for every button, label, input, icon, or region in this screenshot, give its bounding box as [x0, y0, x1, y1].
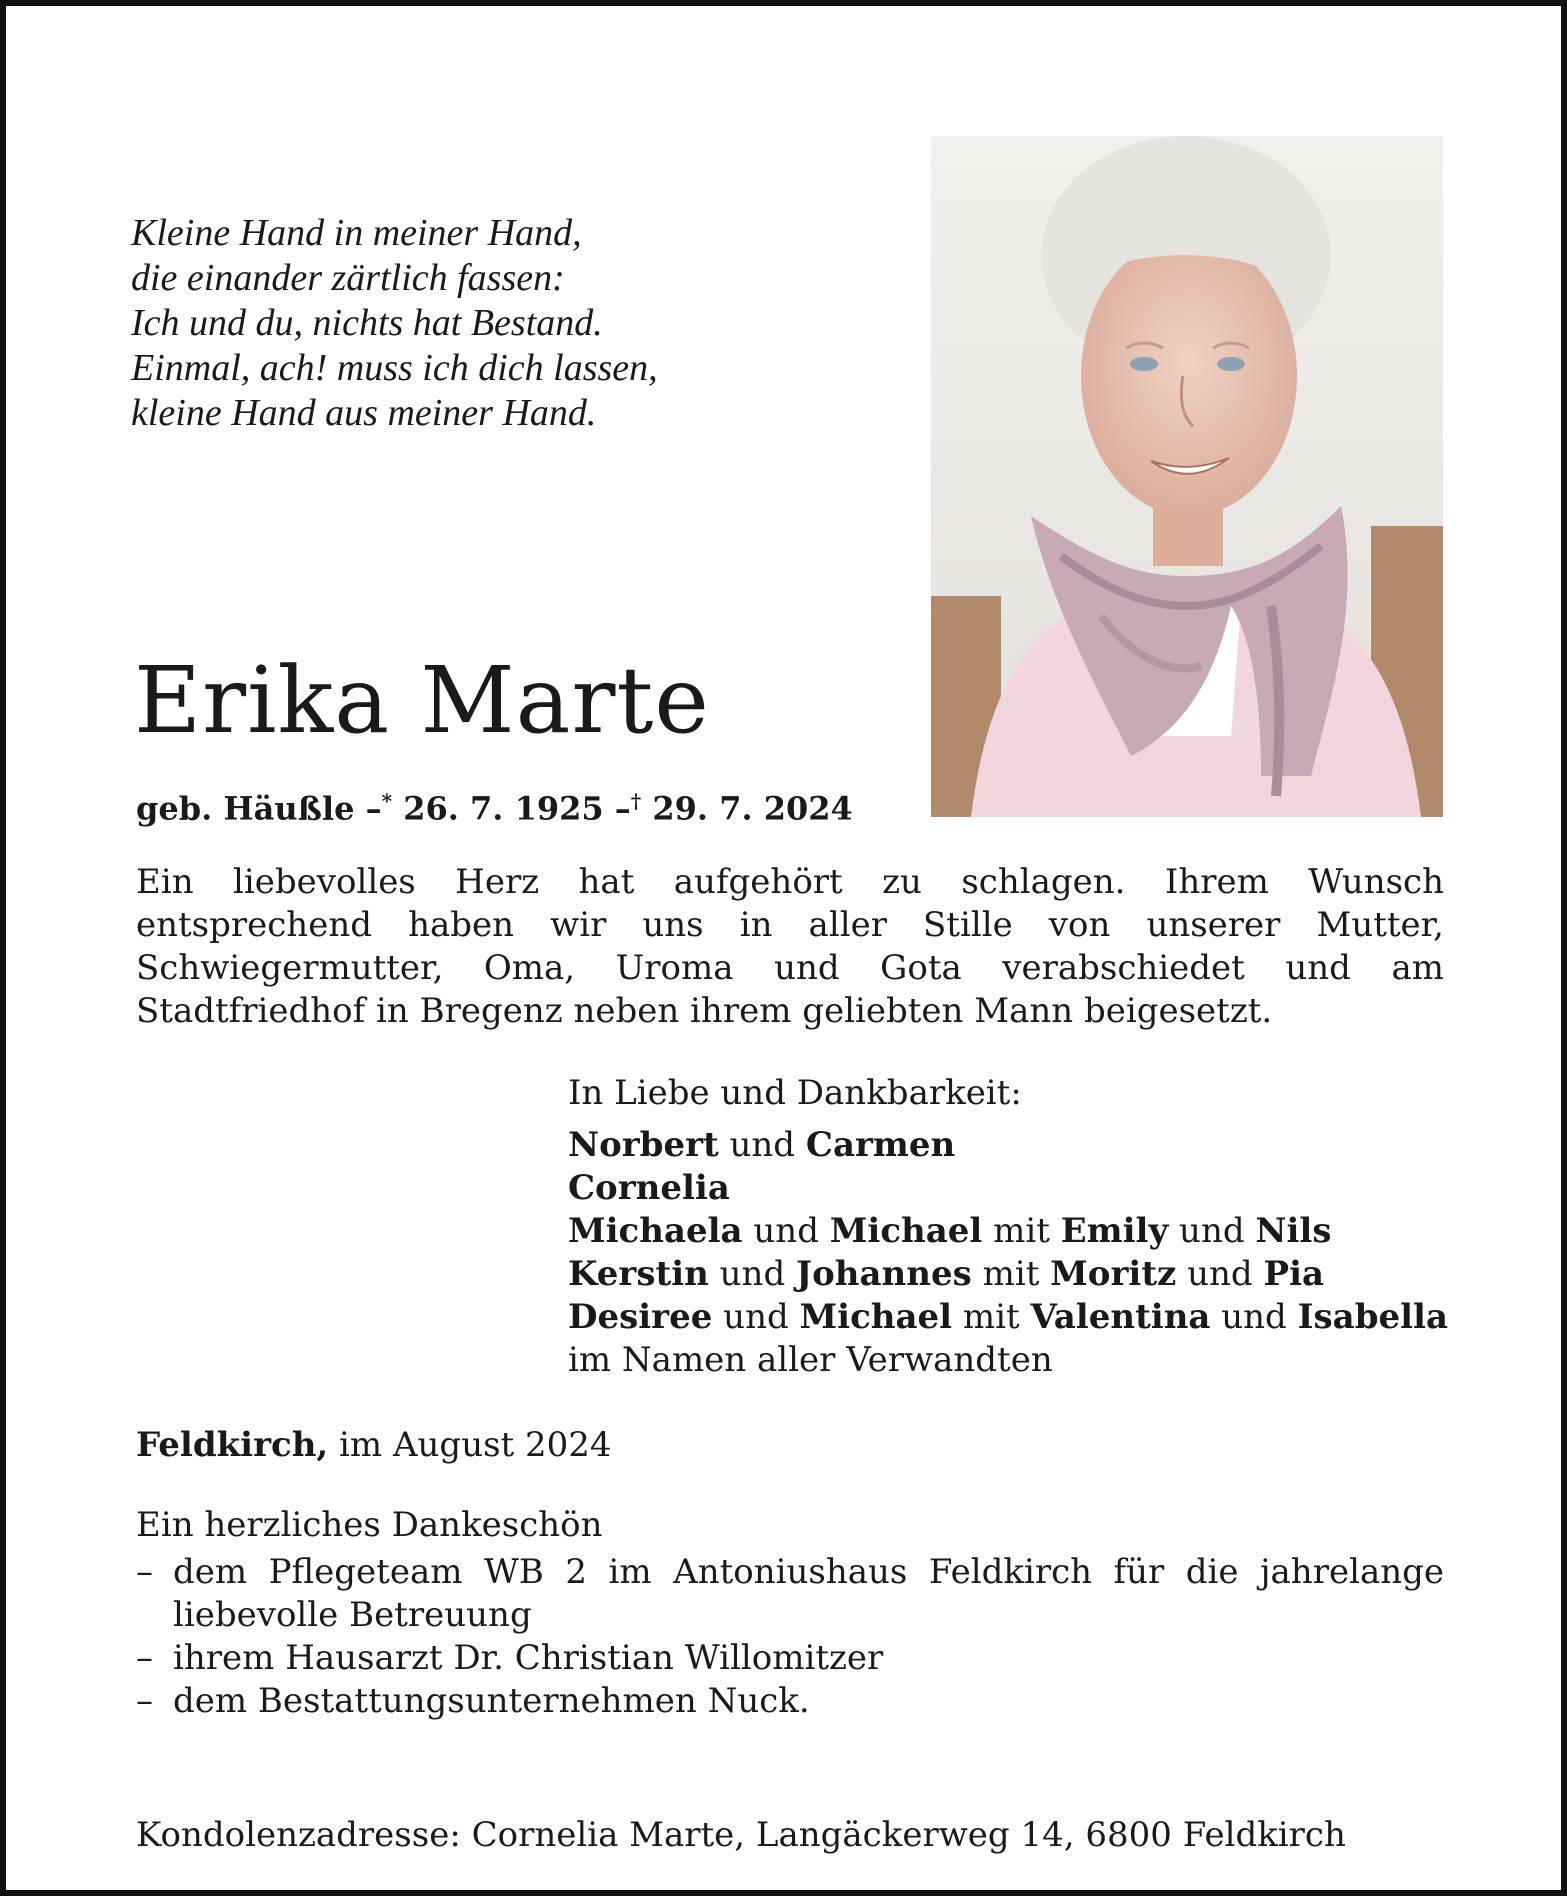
- mourner-name: Kerstin: [568, 1254, 709, 1294]
- mourner-name: Norbert: [568, 1125, 719, 1165]
- thanks-block: [136, 1504, 1444, 1723]
- mourner-connector: und: [708, 1254, 797, 1294]
- mourner-name: Emily: [1060, 1211, 1169, 1251]
- mourner-connector: mit: [971, 1254, 1051, 1294]
- thanks-item-text: dem Pflegeteam WB 2 im Antoniushaus Feldkirch für die jahrelange liebevolle Betreuung: [173, 1552, 1444, 1635]
- mourner-row: [568, 1296, 1448, 1339]
- separator-dash: –: [614, 789, 631, 828]
- thanks-item-text: ihrem Hausarzt Dr. Christian Willomitzer: [173, 1638, 884, 1678]
- deceased-name: Erika Marte: [134, 647, 710, 754]
- condolence-address: Kondolenzadresse: Cornelia Marte, Langäckerweg 14, 6800 Feldkirch: [136, 1815, 1346, 1855]
- died-mark: †: [630, 789, 642, 813]
- mourner-name: Valentina: [1030, 1297, 1211, 1337]
- mourner-connector: mit: [982, 1211, 1061, 1251]
- birth-death-line: [136, 781, 853, 829]
- thanks-heading: Ein herzliches Dankeschön: [136, 1505, 603, 1545]
- mourners-heading: In Liebe und Dankbarkeit:: [568, 1073, 1022, 1113]
- mourners-block: [568, 1072, 1448, 1382]
- poem-line: kleine Hand aus meiner Hand.: [131, 392, 597, 434]
- mourner-connector: und: [742, 1211, 830, 1251]
- poem-line: Kleine Hand in meiner Hand,: [131, 212, 582, 254]
- mourner-row: [568, 1167, 1448, 1210]
- mourner-name: Pia: [1263, 1254, 1325, 1294]
- mourner-connector: im Namen aller Verwandten: [568, 1340, 1053, 1380]
- born-mark: *: [381, 789, 393, 813]
- mourners-list: [568, 1124, 1448, 1382]
- mourner-row: [568, 1124, 1448, 1167]
- portrait-illustration: [931, 136, 1443, 817]
- mourner-connector: und: [712, 1297, 800, 1337]
- thanks-item-text: dem Bestattungsunternehmen Nuck.: [173, 1681, 810, 1721]
- thanks-list: [136, 1551, 1444, 1723]
- mourner-connector: mit: [952, 1297, 1031, 1337]
- mourner-name: Johannes: [796, 1254, 972, 1294]
- thanks-item: [136, 1637, 1444, 1680]
- mourner-connector: und: [1168, 1211, 1256, 1251]
- thanks-item: [136, 1551, 1444, 1637]
- mourner-row: [568, 1253, 1448, 1296]
- mourner-connector: und: [1210, 1297, 1298, 1337]
- mourner-name: Michael: [829, 1211, 983, 1251]
- mourner-name: Cornelia: [568, 1168, 730, 1208]
- mourner-name: Carmen: [805, 1125, 956, 1165]
- poem-line: die einander zärtlich fassen:: [131, 257, 565, 299]
- bullet-dash: –: [136, 1681, 153, 1721]
- poem: [131, 211, 771, 436]
- place-date-line: [136, 1424, 612, 1467]
- intro-paragraph: Ein liebevolles Herz hat aufgehört zu schlagen. Ihrem Wunsch entsprechend haben wir uns in aller Stille von unserer Mutter, Schwiegermutter, Oma, Uroma und Gota verabschiedet und am Stadtfriedhof in Bregenz neben ihrem geliebten Mann beigesetzt.: [136, 862, 1444, 1031]
- mourner-row: [568, 1339, 1448, 1382]
- mourner-name: Desiree: [568, 1297, 713, 1337]
- mourner-row: [568, 1210, 1448, 1253]
- place-city: Feldkirch,: [136, 1425, 329, 1465]
- mourner-name: Isabella: [1297, 1297, 1448, 1337]
- born-date: 26. 7. 1925: [403, 789, 604, 828]
- mourner-name: Nils: [1255, 1211, 1332, 1251]
- mourner-name: Moritz: [1050, 1254, 1177, 1294]
- bullet-dash: –: [136, 1552, 153, 1592]
- poem-line: Ich und du, nichts hat Bestand.: [131, 302, 603, 344]
- separator-dash: –: [365, 789, 382, 828]
- place-date: im August 2024: [328, 1425, 612, 1465]
- mourner-connector: und: [1176, 1254, 1264, 1294]
- bullet-dash: –: [136, 1638, 153, 1678]
- maiden-name: geb. Häußle: [136, 789, 355, 828]
- mourner-connector: und: [718, 1125, 806, 1165]
- thanks-item: [136, 1680, 1444, 1723]
- portrait-photo: [931, 136, 1443, 817]
- died-date: 29. 7. 2024: [652, 789, 853, 828]
- mourner-name: Michael: [799, 1297, 953, 1337]
- mourner-name: Michaela: [568, 1211, 743, 1251]
- poem-line: Einmal, ach! muss ich dich lassen,: [131, 347, 658, 389]
